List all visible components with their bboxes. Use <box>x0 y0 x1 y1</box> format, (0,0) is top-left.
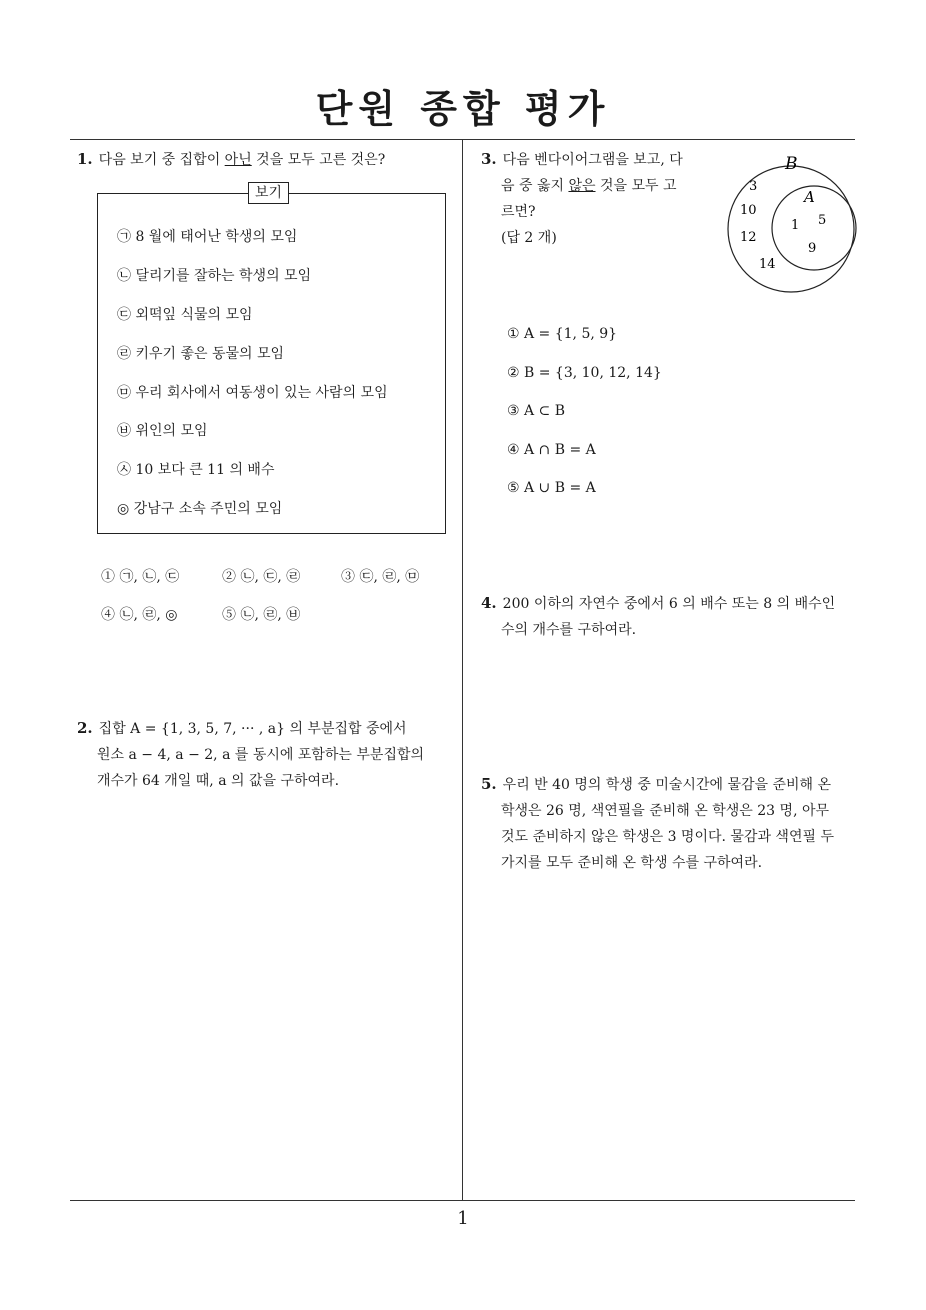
example-item: ◎ 강남구 소속 주민의 모임 <box>117 501 283 517</box>
option-5[interactable]: ⑤ A ∪ B = A <box>507 480 596 496</box>
column-divider <box>462 139 463 1200</box>
question-3 <box>481 146 711 251</box>
question-number: 1. <box>77 150 93 168</box>
answer-choice-3[interactable]: ③ ㉢, ㉣, ㉤ <box>341 569 420 585</box>
question-text: 가지를 모두 준비해 온 학생 수를 구하여라. <box>501 855 763 871</box>
option-1[interactable]: ① A = {1, 5, 9} <box>507 326 618 342</box>
option-2[interactable]: ② B = {3, 10, 12, 14} <box>507 365 662 381</box>
question-text: 원소 a − 4, a − 2, a 를 동시에 포함하는 부분집합의 <box>97 747 425 763</box>
underlined-word: 않은 <box>568 178 596 194</box>
question-2 <box>77 715 457 794</box>
venn-element: 10 <box>740 203 757 218</box>
question-text: 우리 반 40 명의 학생 중 미술시간에 물감을 준비해 온 <box>502 777 832 793</box>
example-item: ㉡ 달리기를 잘하는 학생의 모임 <box>117 268 312 284</box>
question-text: 학생은 26 명, 색연필을 준비해 온 학생은 23 명, 아무 <box>501 803 830 819</box>
question-text: 200 이하의 자연수 중에서 6 의 배수 또는 8 의 배수인 <box>502 596 836 612</box>
venn-diagram <box>715 150 875 300</box>
answer-choice-2[interactable]: ② ㉡, ㉢, ㉣ <box>222 569 301 585</box>
question-text: 것을 모두 고 <box>595 178 677 194</box>
question-text: 르면? <box>501 204 536 220</box>
venn-element: 3 <box>749 179 758 194</box>
bottom-rule <box>70 1200 855 1201</box>
question-5 <box>481 771 861 876</box>
venn-element: 5 <box>818 213 827 228</box>
question-1 <box>77 146 457 173</box>
example-item: ㉠ 8 월에 태어난 학생의 모임 <box>117 229 298 245</box>
answer-choice-5[interactable]: ⑤ ㉡, ㉣, ㉥ <box>222 607 301 623</box>
answer-choice-1[interactable]: ① ㉠, ㉡, ㉢ <box>101 569 180 585</box>
option-3[interactable]: ③ A ⊂ B <box>507 403 566 419</box>
example-item: ㉥ 위인의 모임 <box>117 423 208 439</box>
answer-choice-4[interactable]: ④ ㉡, ㉣, ◎ <box>101 607 178 623</box>
question-number: 3. <box>481 150 497 168</box>
set-b-label: B <box>785 154 798 174</box>
question-text: 수의 개수를 구하여라. <box>501 622 637 638</box>
underlined-word: 아닌 <box>224 152 252 168</box>
answer-count-note: (답 2 개) <box>501 230 557 246</box>
venn-element: 9 <box>808 241 817 256</box>
example-item: ㉦ 10 보다 큰 11 의 배수 <box>117 462 275 478</box>
set-a-label: A <box>804 188 815 206</box>
page-number: 1 <box>457 1208 469 1229</box>
example-item: ㉤ 우리 회사에서 여동생이 있는 사람의 모임 <box>117 385 388 401</box>
example-item: ㉢ 외떡잎 식물의 모임 <box>117 307 253 323</box>
question-number: 2. <box>77 719 93 737</box>
venn-element: 12 <box>740 230 757 245</box>
venn-element: 1 <box>791 218 800 233</box>
question-text: 것을 모두 고른 것은? <box>251 152 386 168</box>
question-number: 5. <box>481 775 497 793</box>
question-number: 4. <box>481 594 497 612</box>
question-text: 개수가 64 개일 때, a 의 값을 구하여라. <box>97 773 340 789</box>
example-item: ㉣ 키우기 좋은 동물의 모임 <box>117 346 285 362</box>
question-text: 음 중 옳지 <box>501 178 569 194</box>
example-box-label: 보기 <box>248 182 289 204</box>
question-text: 집합 A = {1, 3, 5, 7, ··· , a} 의 부분집합 중에서 <box>98 721 407 737</box>
question-4 <box>481 590 861 643</box>
venn-element: 14 <box>759 257 776 272</box>
page-title: 단원 종합 평가 <box>315 87 611 131</box>
example-box <box>97 185 446 534</box>
option-4[interactable]: ④ A ∩ B = A <box>507 442 596 458</box>
question-text: 다음 벤다이어그램을 보고, 다 <box>502 152 683 168</box>
question-text: 것도 준비하지 않은 학생은 3 명이다. 물감과 색연필 두 <box>501 829 834 845</box>
question-text: 다음 보기 중 집합이 <box>98 152 225 168</box>
